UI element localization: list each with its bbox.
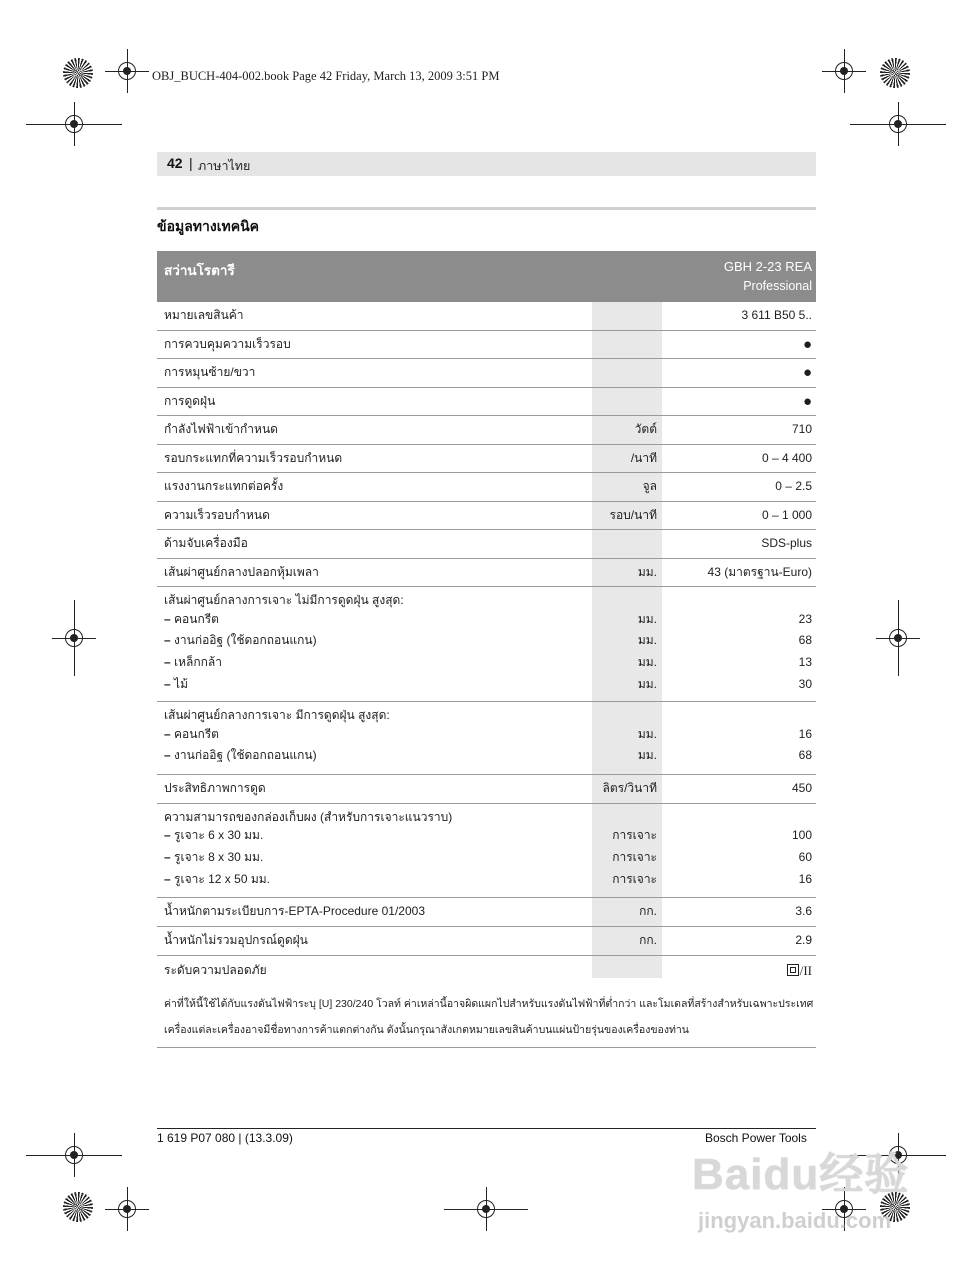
dash-marker: – (164, 748, 171, 763)
dash-marker: – (164, 871, 171, 886)
row-label: หมายเลขสินค้า (164, 308, 244, 322)
row-label: ด้ามจับเครื่องมือ (164, 536, 248, 550)
row-label: การหมุนซ้าย/ขวา (164, 365, 256, 379)
product-type-title: สว่านโรตารี (164, 263, 235, 278)
row-unit: วัตต์ (634, 422, 657, 436)
row-unit: รอบ/นาที (609, 507, 657, 522)
row-label: ระดับความปลอดภัย (164, 962, 267, 977)
table-row (157, 587, 816, 702)
table-row (157, 927, 816, 956)
dash-marker: – (164, 828, 171, 843)
row-unit: /นาที (630, 450, 657, 465)
row-unit: มม. (637, 655, 657, 670)
table-row (157, 502, 816, 531)
table-row (157, 559, 816, 588)
table-row (157, 956, 816, 985)
row-label: เส้นผ่าศูนย์กลางการเจาะ มีการดูดฝุ่น สูงสุด: (164, 708, 390, 722)
row-label: น้ำหนักไม่รวมอุปกรณ์ดูดฝุ่น (164, 932, 308, 947)
sub-row-label: รูเจาะ 8 x 30 มม. (174, 849, 264, 864)
table-row (157, 530, 816, 559)
registration-star-bottom-left (63, 1192, 93, 1222)
table-row (157, 388, 816, 417)
row-unit: จูล (642, 479, 657, 493)
sub-row-label: คอนกรีต (174, 726, 219, 741)
footer-rule (157, 1128, 816, 1129)
table-row (157, 331, 816, 360)
sub-row (157, 724, 816, 746)
page-header-separator: | (189, 155, 193, 171)
sub-row (157, 847, 816, 869)
sub-row (157, 652, 816, 674)
row-unit: กก. (639, 932, 657, 947)
sub-row-label: เหล็กกล้า (174, 655, 223, 670)
row-label: เส้นผ่าศูนย์กลางการเจาะ ไม่มีการดูดฝุ่น สูงสุด: (164, 593, 404, 607)
table-row (157, 898, 816, 927)
row-value: 450 (791, 781, 812, 795)
registration-star-top-right (880, 58, 910, 88)
row-value: 3 611 B50 5.. (741, 308, 812, 322)
row-label: ความเร็วรอบกำหนด (164, 507, 270, 522)
row-unit: มม. (637, 726, 657, 741)
sub-row (157, 825, 816, 847)
row-label: เส้นผ่าศูนย์กลางปลอกหุ้มเพลา (164, 564, 319, 579)
dash-marker: – (164, 611, 171, 626)
row-value: 2.9 (795, 932, 812, 947)
section-divider (157, 207, 816, 210)
model-line: Professional (743, 279, 812, 293)
row-value: 0 – 2.5 (775, 479, 812, 493)
sub-row (157, 745, 816, 767)
spec-table (157, 251, 816, 1048)
row-unit: มม. (637, 676, 657, 691)
brand-footer: Bosch Power Tools (705, 1131, 807, 1145)
row-value: 68 (798, 748, 812, 763)
section-title: ข้อมูลทางเทคนิค (157, 218, 260, 234)
row-value: 100 (791, 828, 812, 843)
table-row (157, 473, 816, 502)
model-name: GBH 2-23 REA (723, 259, 812, 274)
row-value: SDS-plus (761, 536, 812, 550)
sub-row (157, 674, 816, 696)
page-language-label: ภาษาไทย (198, 159, 251, 173)
sub-row-label: งานก่ออิฐ (ใช้ดอกถอนแกน) (174, 633, 317, 648)
footnote-line: เครื่องแต่ละเครื่องอาจมีชื่อทางการค้าแตกต่างกัน ดังนั้นกรุณาสังเกตหมายเลขสินค้าบนแผ่นป้ายรุ่นของเครื่องของท่าน (164, 1023, 689, 1036)
document-code: 1 619 P07 080 | (13.3.09) (157, 1131, 293, 1145)
row-unit: การเจาะ (612, 849, 657, 864)
row-value: 16 (798, 871, 812, 886)
row-label: รอบกระแทกที่ความเร็วรอบกำหนด (164, 450, 343, 465)
table-row (157, 775, 816, 804)
dash-marker: – (164, 849, 171, 864)
row-value: 60 (798, 849, 812, 864)
spec-table-body (157, 302, 816, 1048)
row-value: ● (802, 335, 812, 353)
safety-class-value (787, 960, 812, 982)
row-value: 0 – 4 400 (761, 450, 812, 465)
row-value: 3.6 (795, 903, 812, 918)
baidu-watermark-logo: Baidu经验 (692, 1150, 910, 1199)
row-label: การควบคุมความเร็วรอบ (164, 336, 291, 351)
safety-class-text: /II (799, 962, 812, 978)
row-unit: การเจาะ (612, 828, 657, 843)
sub-row-label: คอนกรีต (174, 611, 219, 626)
table-row (157, 302, 816, 331)
table-row (157, 445, 816, 474)
row-value: 43 (มาตรฐาน-Euro) (707, 564, 812, 579)
row-unit: มม. (637, 611, 657, 626)
row-label: การดูดฝุ่น (164, 393, 216, 408)
registration-star-top-left (63, 58, 93, 88)
table-row (157, 416, 816, 445)
row-unit: กก. (639, 903, 657, 918)
row-value: 16 (798, 726, 812, 741)
row-unit: มม. (637, 748, 657, 763)
row-value: 23 (798, 611, 812, 626)
row-unit: การเจาะ (612, 871, 657, 886)
table-footnote (157, 985, 816, 1048)
sub-row (157, 869, 816, 891)
baidu-watermark-url: jingyan.baidu.com (698, 1208, 892, 1233)
dash-marker: – (164, 726, 171, 741)
row-value: ● (802, 392, 812, 410)
row-value: 13 (798, 655, 812, 670)
spec-table-header (157, 251, 816, 302)
row-value: 30 (798, 676, 812, 691)
row-label: ความสามารถของกล่องเก็บผง (สำหรับการเจาะแนวราบ) (164, 809, 453, 824)
sub-row-label: รูเจาะ 12 x 50 มม. (174, 871, 270, 886)
row-value: 0 – 1 000 (761, 507, 812, 522)
sub-row-label: ไม้ (174, 676, 188, 691)
sub-row (157, 609, 816, 631)
row-unit: มม. (637, 633, 657, 648)
protection-class-icon (787, 964, 799, 976)
table-row (157, 702, 816, 775)
row-value: ● (802, 364, 812, 381)
dash-marker: – (164, 633, 171, 648)
sub-row (157, 630, 816, 652)
row-unit: ลิตร/วินาที (602, 781, 657, 795)
row-unit: มม. (637, 564, 657, 579)
dash-marker: – (164, 655, 171, 670)
page-header-band (157, 152, 816, 176)
row-value: 68 (798, 633, 812, 648)
sub-row-label: รูเจาะ 6 x 30 มม. (174, 828, 264, 843)
row-label: น้ำหนักตามระเบียบการ-EPTA-Procedure 01/2003 (164, 903, 425, 918)
table-row (157, 804, 816, 898)
row-value: 710 (791, 422, 812, 436)
page-number: 42 (167, 155, 183, 171)
row-label: ประสิทธิภาพการดูด (164, 781, 266, 795)
row-label: กำลังไฟฟ้าเข้ากำหนด (164, 422, 278, 436)
footnote-line: ค่าที่ให้นี้ใช้ได้กับแรงดันไฟฟ้าระบุ [U] 230/240 โวลท์ ค่าเหล่านี้อาจผิดแผกไปสำหรับแรงดันไฟฟ้าที่ต่ำกว่า และโมเดลที่สร้างสำหรับเฉพาะประเทศ (164, 997, 814, 1010)
sub-row-label: งานก่ออิฐ (ใช้ดอกถอนแกน) (174, 748, 317, 763)
dash-marker: – (164, 676, 171, 691)
row-label: แรงงานกระแทกต่อครั้ง (164, 479, 284, 493)
print-slug-line: OBJ_BUCH-404-002.book Page 42 Friday, March 13, 2009 3:51 PM (152, 69, 500, 83)
table-row (157, 359, 816, 388)
